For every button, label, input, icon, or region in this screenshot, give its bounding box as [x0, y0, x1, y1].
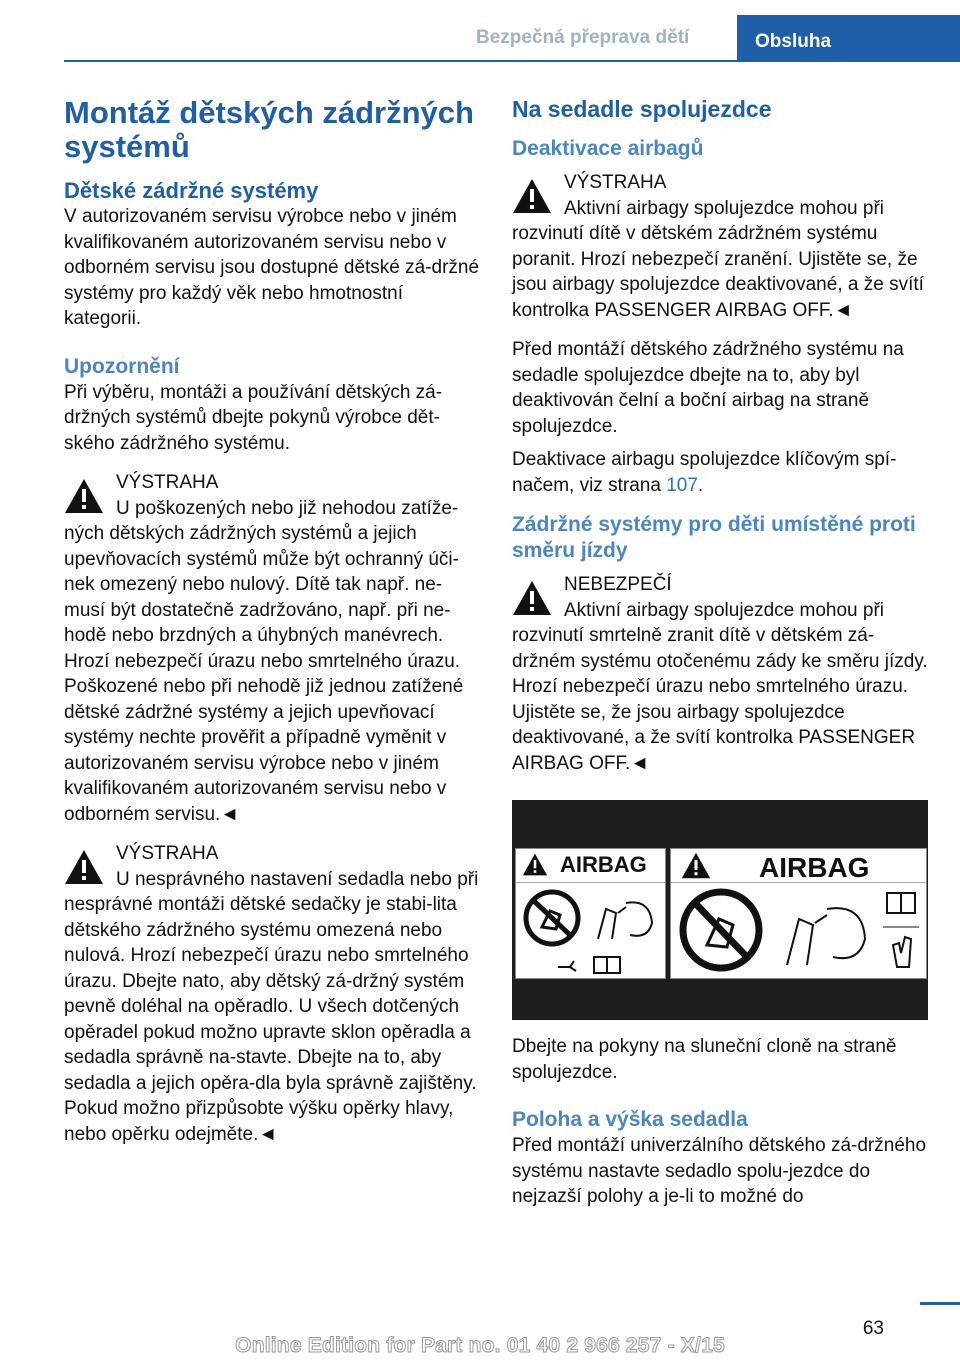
warning-text: U poškozených nebo již nehodou zatíže-ných dětských zádržných systémů a jejich upevňovacích systémů může být ochranný úči-nek omezený nebo nulový. Dítě tak např. ne-musí být dostatečně zadržováno, např. při ne-hodě nebo brzdných a úhybných manévrech. Hrozí nebezpečí úrazu nebo smrtelného úrazu. Poškozené nebo při nehodě již jednou zatížené dětské zádržné systémy a jejich upevňovací systémy nechte prověřit a případně vyměnit v autorizovaném servisu výrobce nebo v jiném kvalifikovaném autorizovaném servisu nebo v odborném servisu.◄	[64, 497, 464, 825]
header-rule	[64, 60, 960, 62]
paragraph: Před montáží dětského zádržného systému na sedadle spolujezdce dbejte na to, aby byl deaktivován čelní a boční airbag na straně spolujezdce.	[512, 339, 904, 437]
header-section-title: Bezpečná přeprava dětí	[476, 27, 690, 48]
header-chapter-tab: Obsluha	[737, 15, 960, 60]
subsection-title: Dětské zádržné systémy	[64, 178, 319, 203]
paragraph	[512, 447, 928, 498]
section-title: Montáž dětských zádržných systémů	[64, 95, 474, 164]
warning-block	[64, 841, 480, 1147]
airbag-label-text: AIRBAG	[560, 852, 647, 877]
warning-label: VÝSTRAHA	[564, 172, 667, 193]
warning-label: VÝSTRAHA	[116, 472, 219, 493]
image-caption: Dbejte na pokyny na sluneční cloně na straně spolujezdce.	[512, 1036, 897, 1083]
airbag-deploy-icon	[775, 889, 875, 973]
warning-triangle-icon	[522, 853, 548, 876]
page-number-rule	[920, 1302, 960, 1305]
warning-block	[64, 470, 480, 827]
airbag-deploy-icon	[590, 889, 660, 947]
paragraph-text: Deaktivace airbagu spolujezdce klíčovým spí-načem, viz strana	[512, 449, 897, 496]
airbag-label-small	[515, 848, 666, 979]
warning-triangle-icon	[64, 478, 104, 514]
no-child-seat-icon	[520, 889, 584, 947]
subsection-title: Poloha a výška sedadla	[512, 1108, 748, 1131]
airbag-label-large	[670, 848, 927, 979]
paragraph: V autorizovaném servisu výrobce nebo v jiném kvalifikovaném autorizovaném servisu nebo v odborném servisu jsou dostupné dětské zá-držné systémy pro každý věk nebo hmotnostní kategorii.	[64, 206, 480, 329]
left-column	[64, 96, 480, 1147]
airbag-label-photo	[512, 800, 928, 1020]
manual-reference-icon	[556, 955, 626, 975]
paragraph-end: .	[697, 474, 704, 496]
subsection-title: Zádržné systémy pro děti umístěné proti směru jízdy	[512, 513, 916, 562]
page-number: 63	[862, 1318, 884, 1339]
warning-text: U nesprávného nastavení sedadla nebo při nesprávné montáži dětské sedačky je stabi-lita dětského zádržného systému omezená nebo nulová. Hrozí nebezpečí úrazu nebo smrtelného úrazu. Dbejte nato, aby dětský zá-držný systém pevně doléhal na opěradlo. U všech dotčených opěradel pokud možno upravte sklon opěradla a sedadla správně na-stavte. Dbejte na to, aby sedadla a jejich opěra-dla byla správně zajištěny. Pokud možno přizpůsobte výšku opěrky hlavy, nebo opěrku odejměte.◄	[64, 868, 479, 1145]
subsection-title: Deaktivace airbagů	[512, 137, 704, 160]
subsection-title: Upozornění	[64, 354, 180, 378]
danger-text: Aktivní airbagy spolujezdce mohou při rozvinutí smrtelně zranit dítě v dětském zá-držném systému otočenému zády ke směru jízdy. Hrozí nebezpečí úrazu nebo smrtelného úrazu. Ujistěte se, že jsou airbagy spolujezdce deaktivované, a že svítí kontrolka PASSENGER AIRBAG OFF.◄	[512, 599, 928, 774]
warning-triangle-icon	[512, 580, 552, 616]
warning-label: VÝSTRAHA	[116, 843, 219, 864]
danger-label: NEBEZPEČÍ	[564, 574, 672, 595]
warning-triangle-icon	[64, 849, 104, 885]
warning-triangle-icon	[681, 852, 711, 879]
warning-triangle-icon	[512, 178, 552, 214]
manual-reference-icon	[881, 889, 921, 973]
danger-block	[512, 572, 928, 776]
warning-text: Aktivní airbagy spolujezdce mohou při rozvinutí dítě v dětském zádržném systému poranit. Hrozí nebezpečí zranění. Ujistěte se, že jsou airbagy spolujezdce deaktivované, a že svítí kontrolka PASSENGER AIRBAG OFF.◄	[512, 197, 924, 321]
no-child-seat-icon	[677, 887, 765, 973]
paragraph: Při výběru, montáži a používání dětských zá-držných systémů dbejte pokynů výrobce dět-ského zádržného systému.	[64, 381, 443, 454]
page-link[interactable]: 107	[666, 474, 698, 496]
footer-watermark: Online Edition for Part no. 01 40 2 966 257 - X/15	[235, 1334, 725, 1357]
right-column	[512, 96, 928, 1210]
paragraph: Před montáží univerzálního dětského zá-držného systému nastavte sedadlo spolu-jezdce do nejzazší polohy a je-li to možné do	[512, 1135, 927, 1207]
airbag-label-text: AIRBAG	[759, 852, 870, 883]
section-title: Na sedadle spolujezdce	[512, 96, 772, 122]
warning-block	[512, 170, 928, 323]
